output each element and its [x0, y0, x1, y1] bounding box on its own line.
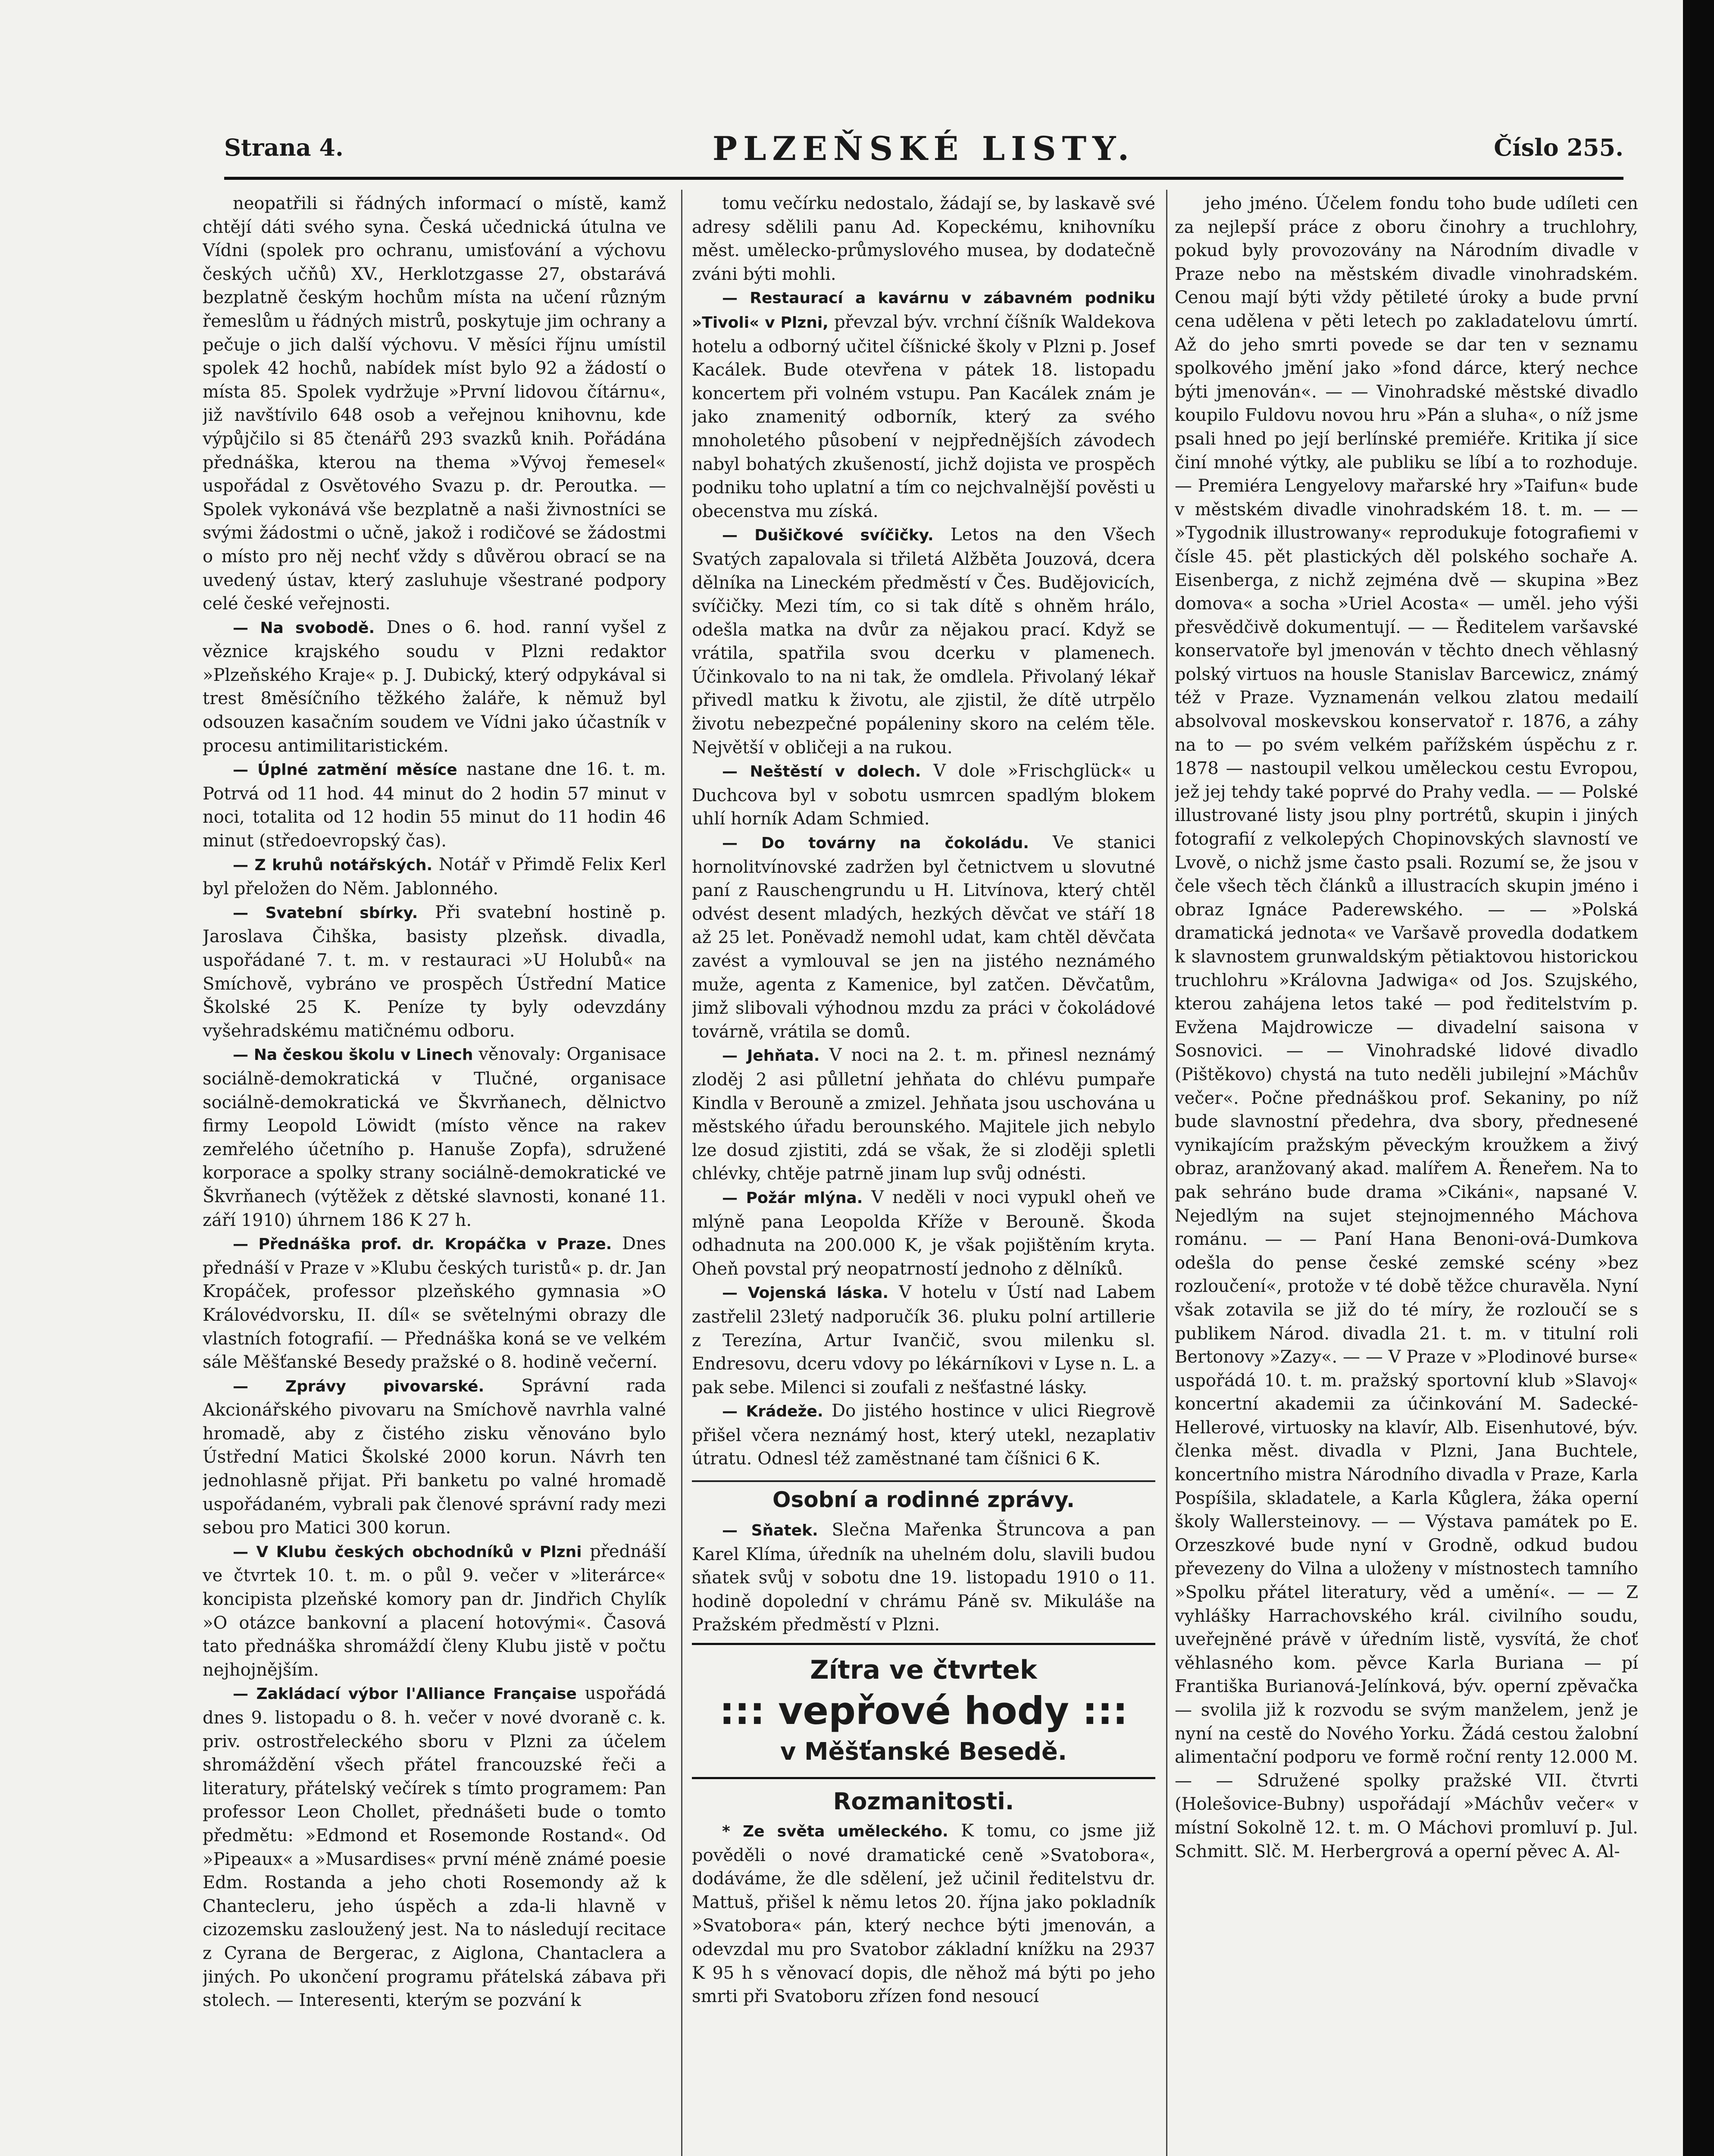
article-text: věnovaly: Organisace sociálně-demokratická v Tlučné, organisace sociálně-demokratická ve Škvrňanech, dělnictvo firmy Leopold Löwidt (místo věnce na rakev zemřelého účetního p. Hanuše Zopfa), sdružené korporace a spolky strany sociálně-demokratické ve Škvrňanech (výtěžek z dětské slavnosti, konané 11. září 1910) úhrnem 186 K 27 h.: [203, 1044, 666, 1230]
article-heading: — Sňatek.: [722, 1522, 818, 1540]
article-heading: — Jehňata.: [722, 1047, 820, 1065]
article-heading: — Požár mlýna.: [722, 1189, 863, 1207]
article-paragraph: [203, 758, 666, 852]
article-paragraph: [203, 1540, 666, 1682]
article-text: K tomu, co jsme již pověděli o nové dramatické ceně »Svatobora«, dodáváme, že dle sdělení, jež učinil ředitelstvu dr. Mattuš, přišel k němu letos 20. října jako pokladník »Svatobora« pán, který nechce býti jmenován, a odevzdal mu pro Svatobor základní knížku na 2937 K 95 h s věnovací dopis, dle něhož má býti po jeho smrti při Svatoboru zřízen fond nesoucí: [692, 1821, 1155, 2007]
article-heading: — Svatební sbírky.: [233, 904, 418, 922]
article-heading: — Restaurací a kavárnu v zábavném podniku »Tivoli« v Plzni,: [692, 289, 1155, 332]
article-text: převzal býv. vrchní číšník Waldekova hotelu a odborný učitel číšnické školy v Plzni p. Josef Kacálek. Bude otevřena v pátek 18. listopadu koncertem při volném vstupu. Pan Kacálek znám je jako znamenitý odborník, který za svého mnoholetého působení v nejpřednějších závodech nabyl bohatých zkušeností, jichž dojista ve prospěch podniku toho uplatní a tím co nejchvalnější pověsti u obecenstva mu získá.: [692, 312, 1155, 521]
issue-number: Číslo 255.: [1494, 134, 1623, 161]
article-text: Do jistého hostince v ulici Riegrově přišel včera neznámý host, který utekl, nezaplativ útratu. Odnesl též zaměstnané tam číšnici 6 K.: [692, 1401, 1155, 1469]
section-title-rozmanitosti: Rozmanitosti.: [833, 1788, 1014, 1815]
article-paragraph: [203, 1374, 666, 1540]
article-heading: — Na svobodě.: [233, 619, 375, 637]
article-paragraph: [1175, 192, 1638, 1863]
article-text: neopatřili si řádných informací o místě, kamž chtějí dáti svého syna. Česká učednická útulna ve Vídni (spolek pro ochranu, umisťování a výchovu českých učňů) XV., Herklotzgasse 27, obstarává bezplatně českým hochům místa na učení různým řemeslům u řádných mistrů, poskytuje jim ochrany a pečuje o jich další výchovu. V měsíci říjnu umístil spolek 42 hochů, nabídek míst bylo 92 a žádostí o místa 85. Spolek vydržuje »První lidovou čítárnu«, již navštívilo 648 osob a veřejnou knihovnu, kde výpůjčilo si 85 čtenářů 293 svazků knih. Pořádána přednáška, kterou na thema »Vývoj řemesel« uspořádal z Osvětového Svazu p. dr. Peroutka. — Spolek vykonává vše bezplatně a naši živnostníci se svými žádostmi o učně, jakož i rodičové se žádostmi o místo pro něj nechť vždy s důvěrou obrací se na uvedený ústav, který zasluhuje všestrané podpory celé české veřejnosti.: [203, 194, 666, 614]
article-paragraph: [692, 1399, 1155, 1471]
col2-articles-top: [692, 192, 1155, 1471]
article-heading: — Do továrny na čokoládu.: [722, 834, 1029, 852]
col2-articles-misc: [692, 1819, 1155, 2009]
article-text: V noci na 2. t. m. přinesl neznámý zloděj 2 asi půlletní jehňata do chlévu pumpaře Kindla v Berouně a zmizel. Jehňata jsou uschována u městského úřadu berounského. Majitele jich nebylo lze dosud zjistiti, zdá se však, že si zloději spletli chlévky, chtěje patrně jinam lup svůj odnésti.: [692, 1045, 1155, 1184]
column-3: [1175, 192, 1638, 2156]
article-heading: — Úplné zatmění měsíce: [233, 761, 457, 779]
article-paragraph: [692, 831, 1155, 1044]
ad-line-2: ::: vepřové hody :::: [719, 1689, 1128, 1733]
article-text: nastane dne 16. t. m. Potrvá od 11 hod. 44 minut do 2 hodin 57 minut v noci, totalita od 12 hodin 55 minut do 11 hodin 46 minut (středoevropský čas).: [203, 759, 666, 851]
article-heading: — Neštěstí v dolech.: [722, 763, 921, 781]
article-paragraph: [203, 616, 666, 758]
article-heading: — Zprávy pivovarské.: [233, 1377, 485, 1395]
ad-line-1: Zítra ve čtvrtek: [810, 1655, 1037, 1686]
article-paragraph: [692, 1186, 1155, 1281]
article-paragraph: [203, 1682, 666, 2012]
article-paragraph: [692, 1044, 1155, 1186]
article-paragraph: [203, 901, 666, 1043]
article-paragraph: [692, 286, 1155, 523]
article-text: tomu večírku nedostalo, žádají se, by laskavě své adresy sdělili panu Ad. Kopeckému, knihovníku měst. umělecko-průmyslového musea, by dodatečně zváni býti mohli.: [692, 194, 1155, 284]
article-paragraph: [203, 1232, 666, 1374]
page-header: [224, 129, 1623, 172]
article-heading: — Krádeže.: [722, 1403, 823, 1421]
article-paragraph: [203, 853, 666, 901]
article-paragraph: [692, 1281, 1155, 1399]
article-text: Při svatební hostině p. Jaroslava Čihška, basisty plzeňsk. divadla, uspořádané 7. t. m. v restauraci »U Holubů« na Smíchově, vybráno ve prospěch Ústřední Matice Školské 25 K. Peníze ty byly odevzdány vyšehradskému matičnému odboru.: [203, 902, 666, 1041]
article-text: V hotelu v Ústí nad Labem zastřelil 23letý nadporučík 36. pluku polní artillerie z Terezína, Artur Ivančič, svou milenku sl. Endresovu, dceru vdovy po lékárníkovi v Lyse n. L. a pak sebe. Milenci si zoufali z nešťastné lásky.: [692, 1282, 1155, 1398]
masthead-title: PLZEŇSKÉ LISTY.: [712, 129, 1135, 168]
column-divider: [681, 190, 682, 2156]
page-number: Strana 4.: [224, 134, 344, 161]
article-paragraph: [692, 1819, 1155, 2009]
article-paragraph: [692, 523, 1155, 759]
article-text: uspořádá dnes 9. listopadu o 8. h. večer v nové dvoraně c. k. priv. ostrostřeleckého sboru v Plzni za účelem shromáždění všech přátel francouzské řeči a literatury, přátelský večírek s tímto programem: Pan professor Leon Chollet, přednášeti bude o tomto předmětu: »Edmond et Rosemonde Rostand«. Od »Pipeaux« a »Musardises« první méně známé poesie Edm. Rostanda a jeho choti Rosemondy až k Chantecleru, jeho úspěch a zda-li hlavně v cizozemsku zasloužený jest. Na to následují recitace z Cyrana de Bergerac, z Aiglona, Chantaclera a jiných. Po ukončení programu přátelská zábava při stolech. — Interesenti, kterým se pozvání k: [203, 1683, 666, 2011]
article-text: Slečna Mařenka Štruncova a pan Karel Klíma, úředník na uhelném dolu, slavili budou sňatek svůj v sobotu dne 19. listopadu 1910 o 11. hodině dopolední v chrámu Páně sv. Mikuláše na Pražském předměstí v Plzni.: [692, 1520, 1155, 1635]
col3-articles: [1175, 192, 1638, 1863]
article-text: přednáší ve čtvrtek 10. t. m. o půl 9. večer v »literárce« koncipista plzeňské komory pan dr. Jindřich Chylík »O otázce bankovní a placení hotovými«. Časová tato přednáška shromáždí členy Klubu jistě v počtu nejhojnějším.: [203, 1541, 666, 1680]
article-text: Dnes o 6. hod. ranní vyšel z věznice krajského soudu v Plzni redaktor »Plzeňského Kraje« p. J. Dubický, který odpykával si trest 8měsíčního těžkého žaláře, k němuž byl odsouzen kasačním soudem ve Vídni jako účastník v procesu antimilitaristickém.: [203, 617, 666, 756]
article-paragraph: [203, 1043, 666, 1232]
advertisement-box: [692, 1643, 1155, 1779]
article-heading: — Z kruhů notářských.: [233, 856, 433, 874]
article-text: Letos na den Všech Svatých zapalovala si třiletá Alžběta Jouzová, dcera dělníka na Lineckém předměstí v Čes. Budějovicích, svíčičky. Mezi tím, co si tak dítě s ohněm hrálo, odešla matka na dvůr za nějakou prací. Když se vrátila, spatřila svou dcerku v plamenech. Účinkovalo to na ni tak, že omdlela. Přivolaný lékař přivedl matku k životu, ale zjistil, že dítě utrpělo životu nebezpečné popáleniny skoro na celém těle. Největší v obličeji a na rukou.: [692, 525, 1155, 758]
article-heading: — Dušičkové svíčičky.: [722, 526, 934, 545]
article-heading: — Na českou školu v Linech: [233, 1046, 473, 1064]
article-text: Dnes přednáší v Praze v »Klubu českých turistů« p. dr. Jan Kropáček, professor plzeňského gymnasia »O Královédvorsku, II. díl« se světelnými obrazy dle vlastních fotografií. — Přednáška koná se ve velkém sále Měšťanské Besedy pražské o 8. hodině večerní.: [203, 1234, 666, 1373]
header-rule: [224, 177, 1623, 180]
column-divider: [1166, 190, 1167, 2156]
column-1: [203, 192, 666, 2156]
article-text: V neděli v noci vypukl oheň ve mlýně pana Leopolda Kříže v Berouně. Škoda odhadnuta na 200.000 K, je však pojištěním kryta. Oheň povstal prý neopatrností jednoho z dělníků.: [692, 1187, 1155, 1279]
article-paragraph: [692, 1518, 1155, 1637]
section-title-personal: Osobní a rodinné zprávy.: [692, 1480, 1155, 1512]
col1-articles: [203, 192, 666, 2012]
article-heading: * Ze světa uměleckého.: [722, 1823, 948, 1841]
col2-articles-personal: [692, 1518, 1155, 1637]
article-heading: — Zakládací výbor l'Alliance Française: [233, 1685, 577, 1703]
binding-edge: [1683, 0, 1714, 2156]
article-text: Ve stanici hornolitvínovské zadržen byl četnictvem u slovutné paní z Rauschengrundu u H. Litvínova, který chtěl odvést desent mladých, hezkých děvčat ve stáří 18 až 25 let. Poněvadž nemohl udat, kam chtěl děvčata zavést a vymlouval se jen na jistého neznámého muže, agenta z Kamenice, byl zatčen. Děvčatům, jimž slibovali výhodnou mzdu za práci v čokoládové továrně, vrátila se domů.: [692, 833, 1155, 1042]
article-heading: — Přednáška prof. dr. Kropáčka v Praze.: [233, 1235, 612, 1253]
article-text: Správní rada Akcionářského pivovaru na Smíchově navrhla valné hromadě, aby z čistého zisku věnováno bylo Ústřední Matici Školské 2000 korun. Návrh ten jednohlasně přijat. Při banketu po valné hromadě uspořádaném, vybrali pak členové správní rady mezi sebou pro Matici 300 korun.: [203, 1376, 666, 1538]
column-2: [692, 192, 1155, 2156]
ad-line-3: v Měšťanské Besedě.: [780, 1738, 1067, 1766]
article-paragraph: [692, 759, 1155, 831]
article-text: jeho jméno. Účelem fondu toho bude udíleti cen za nejlepší práce z oboru činohry a truchlohry, pokud byly provozovány na Národním divadle v Praze nebo na městském divadle vinohradském. Cenou mají býti vždy pětileté úroky a bude první cena udělena v pěti letech po zakladatelovu úmrtí. Až do jeho smrti povede se dar ten v seznamu spolkového jmění jako »fond dárce, který nechce býti jmenován«. — — Vinohradské městské divadlo koupilo Fuldovu novou hru »Pán a sluha«, o níž jsme psali hned po její berlínské premiéře. Kritika jí sice činí mnohé výtky, ale publiku se líbí a to rozhoduje. — Premiéra Lengyelovy mařarské hry »Taifun« bude v městském divadle vinohradském 18. t. m. — — »Tygodnik illustrowany« reprodukuje fotografiemi v čísle 45. pět plastických děl polského sochaře A. Eisenberga, z nichž zejména dvě — skupina »Bez domova« a socha »Uriel Acosta« — uměl. jeho výši přesvědčivě dokumentují. — — Ředitelem varšavské konservatoře byl jmenován v těchto dnech věhlasný polský virtuos na housle Stanislav Barcewicz, známý též v Praze. Vyznamenán velkou zlatou medailí absolvoval moskevskou konservatoř r. 1876, a záhy na to — po svém velkém pařížském úspěchu z r. 1878 — nastoupil velkou uměleckou cestu Evropou, jež jej tehdy také poprvé do Prahy vedla. — — Polské illustrované listy jsou plny portrétů, skupin i jiných fotografií z velkolepých Chopinovských slavností ve Lvově, o nichž jsme často psali. Rozumí se, že jsou v čele všech těch článků a illustracích skupin jméno i obraz Ignáce Paderewského. — — »Polská dramatická jednota« ve Varšavě provedla dodatkem k slavnostem grunwaldským pětiaktovou historickou truchlohru »Královna Jadwiga« od Jos. Szujského, kterou zahájena letos také — pod ředitelstvím p. Evžena Majdrowicze — divadelní saisona v Sosnovici. — — Vinohradské lidové divadlo (Pištěkovo) chystá na tuto neděli jubilejní »Máchův večer«. Počne přednáškou prof. Sekaniny, po níž bude slavnostní předehra, dva sbory, přednesené vynikajícím pražským pěveckým kroužkem a živý obraz, aranžovaný akad. malířem A. Řeneřem. Na to pak sehráno bude drama »Cikáni«, napsané V. Nejedlým na sujet stejnojmenného Máchova románu. — — Paní Hana Benoni-ová-Dumkova odešla do pense české zemské scény »bez rozloučení«, protože v té době těžce churavěla. Nyní však zotavila se již do té míry, že rozloučí se s publikem Národ. divadla 21. t. m. v titulní roli Bertonovy »Zazy«. — — V Praze v »Plodinové burse« uspořádá 10. t. m. pražský sportovní klub »Slavoj« koncertní akademii za účinkování M. Sadecké-Hellerové, virtuosky na klavír, Alb. Eisenhutové, býv. členka měst. divadla v Plzni, Jana Buchtele, koncertního mistra Národního divadla v Praze, Karla Pospíšila, skladatele, a Karla Kůglera, žáka operní školy Wallersteinovy. — — Výstava památek po E. Orzeszkové bude nyní v Grodně, odkud budou převezeny do Vilna a uloženy v místnostech tamního »Spolku přátel literatury, věd a umění«. — — Z vyhlášky Harrachovského král. civilního soudu, uveřejněné právě v úředním listě, vysvítá, že choť věhlasného kom. pěvce Karla Buriana — pí Františka Burianová-Jelínková, býv. operní zpěvačka — svolila již k rozvodu se svým manželem, jenž je nyní na cestě do Nového Yorku. Žádá cestou žalobní alimentační podporu ve formě roční renty 12.000 M. — — Sdružené spolky pražské VII. čtvrti (Holešovice-Bubny) uspořádají »Máchův večer« v místní Sokolně 12. t. m. O Máchovi promluví p. Jul. Schmitt. Slč. M. Herbergrová a operní pěvec A. Al-: [1175, 194, 1638, 1861]
article-text: V dole »Frischglück« u Duchcova byl v sobotu usmrcen spadlým blokem uhlí horník Adam Schmied.: [692, 761, 1155, 829]
article-heading: — Vojenská láska.: [722, 1284, 889, 1302]
article-text: Notář v Přimdě Felix Kerl byl přeložen do Něm. Jablonného.: [203, 854, 666, 899]
article-heading: — V Klubu českých obchodníků v Plzni: [233, 1543, 582, 1561]
article-paragraph: [203, 192, 666, 616]
article-paragraph: [692, 192, 1155, 286]
